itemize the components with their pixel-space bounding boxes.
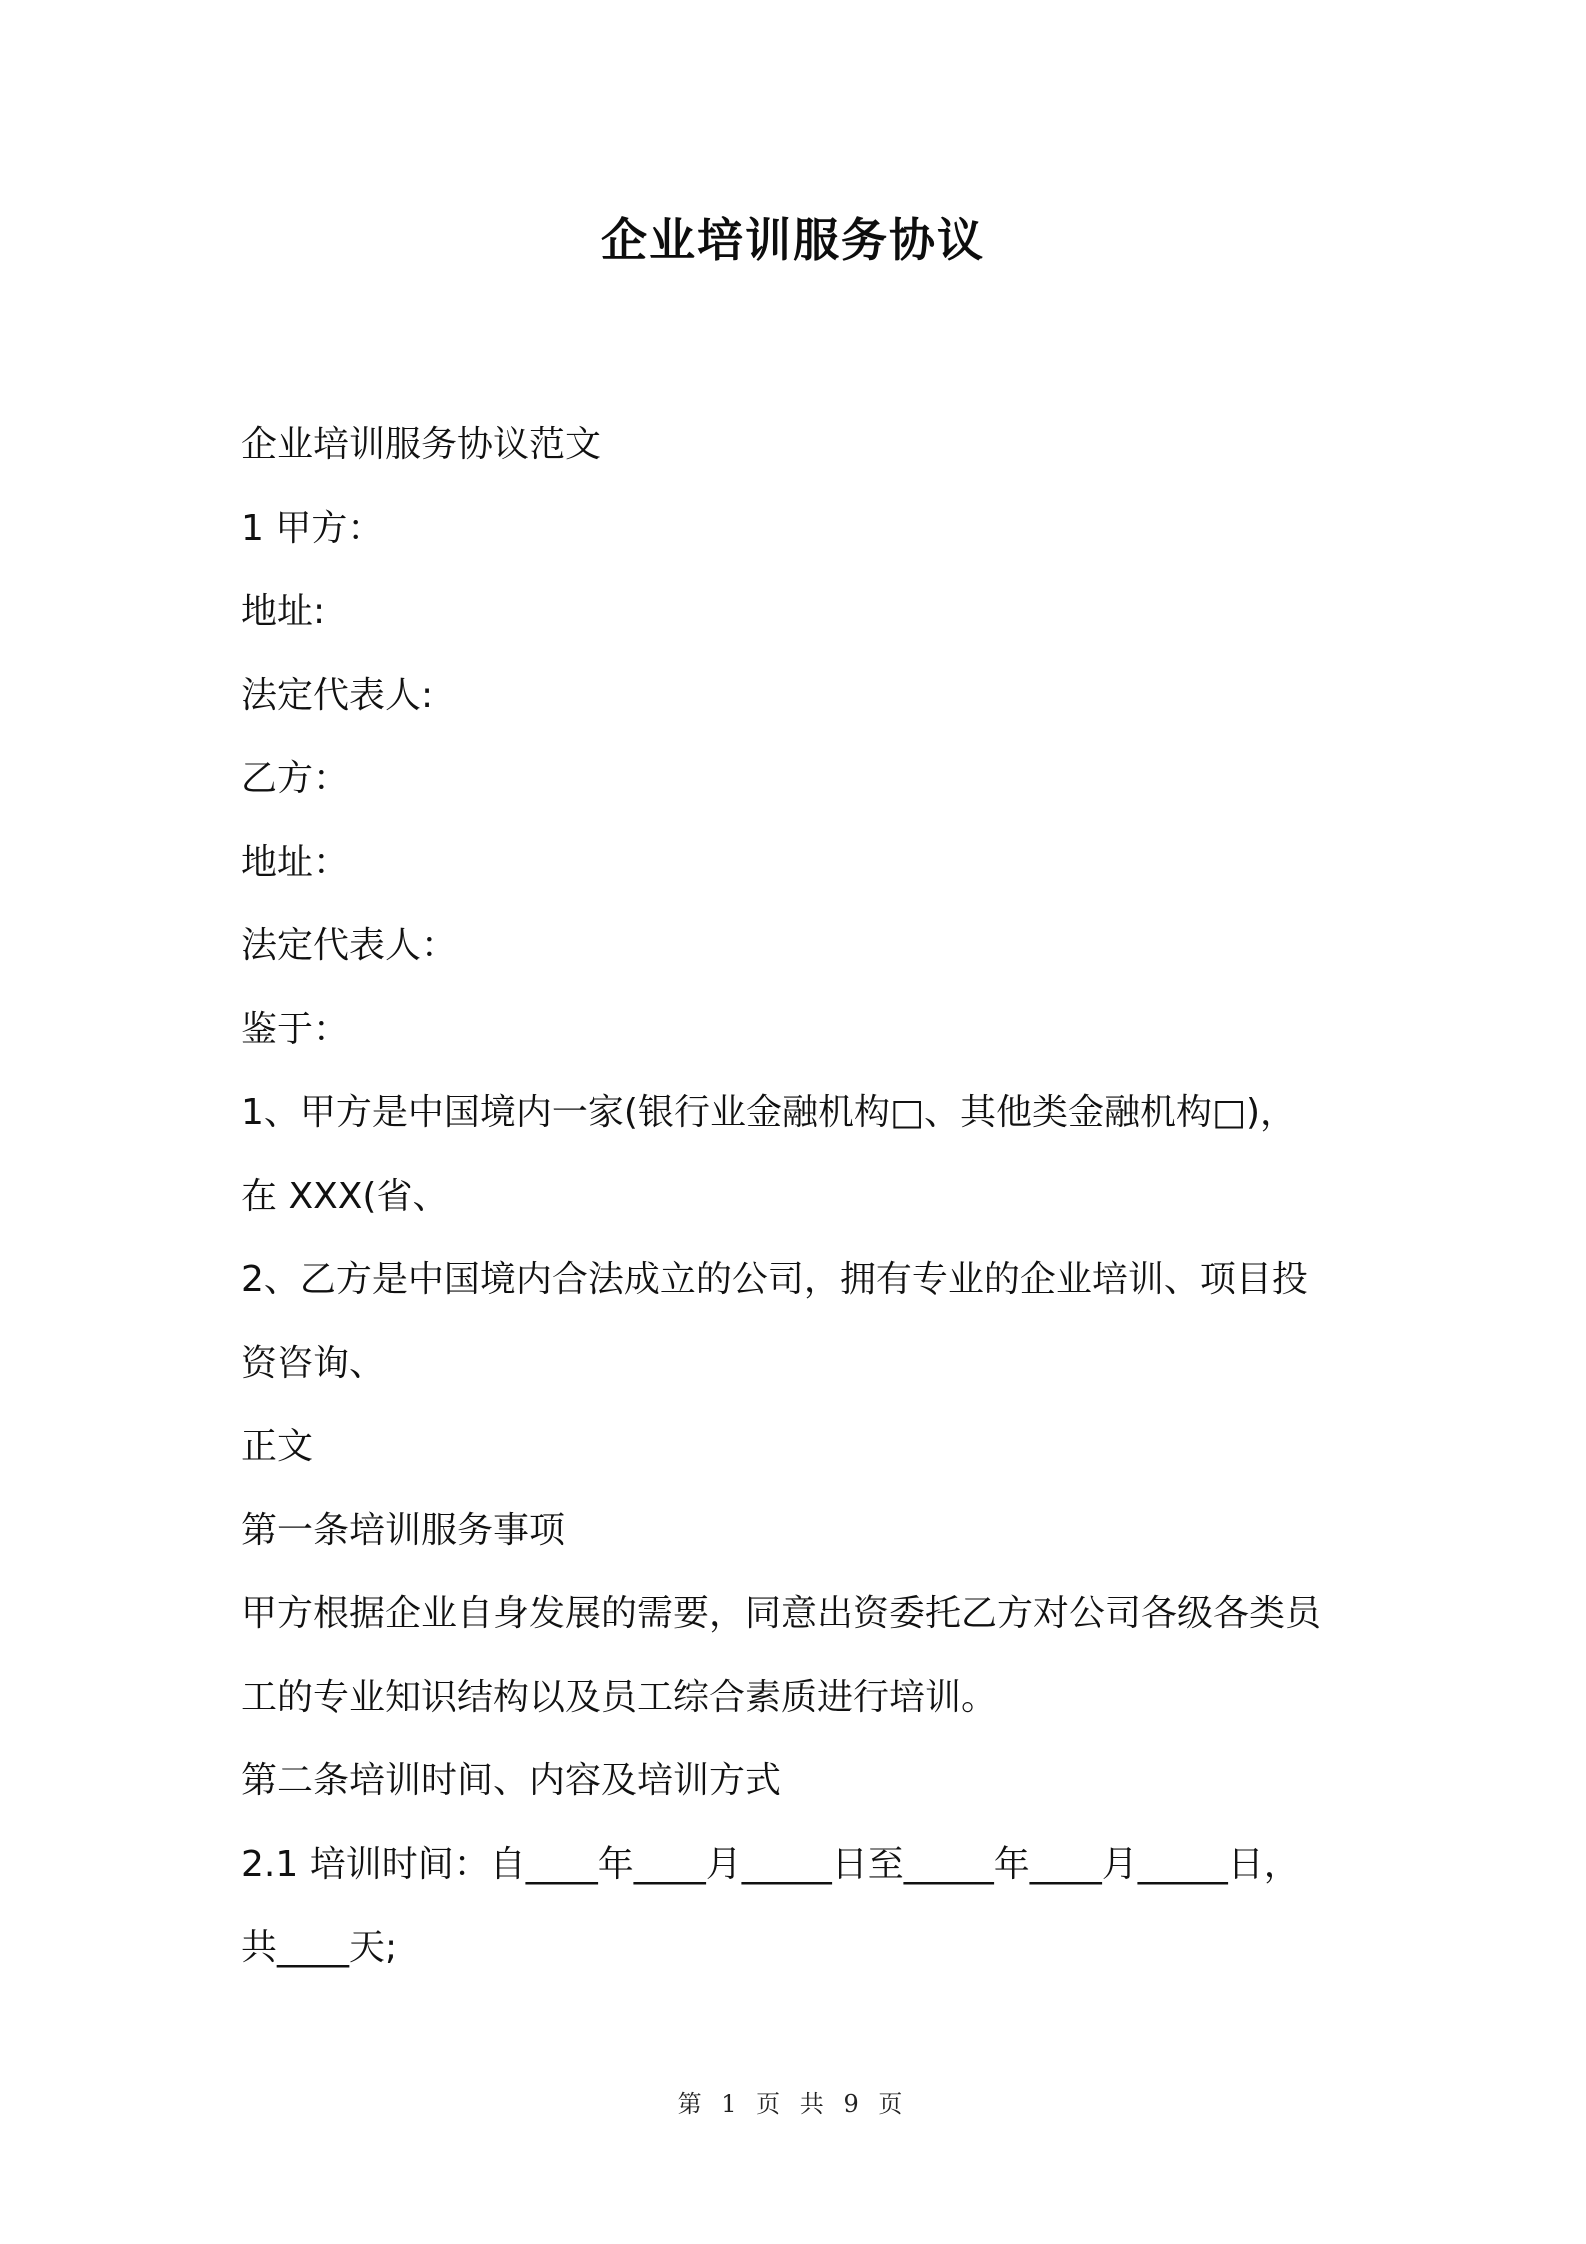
line-article-1-heading: 第一条培训服务事项 [241, 1509, 566, 1551]
document-title: 企业培训服务协议 [601, 213, 985, 267]
line-training-time: 2.1 培训时间：自____年____月_____日至_____年____月_____日， [241, 1843, 1300, 1885]
line-whereas-2-cont: 资咨询、 [241, 1342, 386, 1384]
document-body [241, 403, 1361, 1990]
line-subtitle: 企业培训服务协议范文 [241, 424, 602, 465]
line-whereas-1: 1、甲方是中国境内一家(银行业金融机构□、其他类金融机构□)， [241, 1092, 1297, 1133]
line-article-1-text-cont: 工的专业知识结构以及员工综合素质进行培训。 [241, 1676, 998, 1718]
line-main-text: 正文 [241, 1426, 314, 1467]
line-whereas: 鉴于： [241, 1008, 350, 1050]
line-article-2-heading: 第二条培训时间、内容及培训方式 [241, 1760, 782, 1801]
line-party-a: 1 甲方： [241, 507, 384, 549]
line-party-b: 乙方： [241, 758, 350, 799]
line-article-1-text: 甲方根据企业自身发展的需要，同意出资委托乙方对公司各级各类员 [241, 1593, 1322, 1634]
line-party-a-address: 地址: [241, 591, 326, 632]
line-training-days: 共____天; [241, 1927, 398, 1968]
line-whereas-1-cont: 在 XXX(省、 [241, 1175, 449, 1217]
line-party-a-representative: 法定代表人: [241, 674, 434, 716]
page-footer: 第 1 页 共 9 页 [677, 2090, 909, 2118]
line-party-b-address: 地址： [241, 841, 350, 883]
line-whereas-2: 2、乙方是中国境内合法成立的公司，拥有专业的企业培训、项目投 [241, 1259, 1308, 1300]
line-party-b-representative: 法定代表人： [241, 925, 458, 966]
